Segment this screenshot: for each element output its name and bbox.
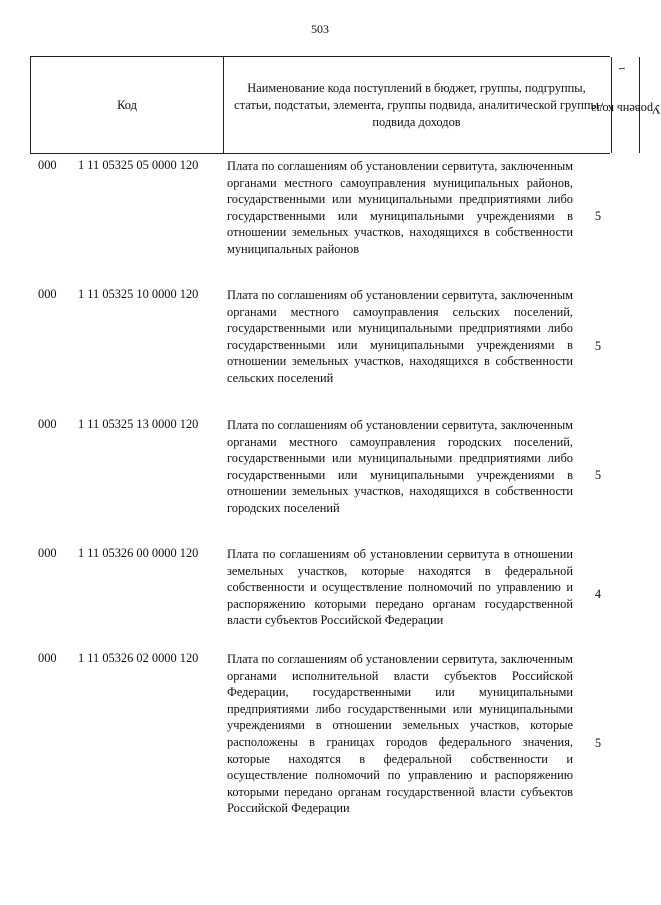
row-code: 1 11 05326 02 0000 120 <box>78 651 199 665</box>
header-name <box>222 57 611 153</box>
header-name-label: Наименование кода поступлений в бюджет, группы, подгруппы, статьи, подстатьи, элемента, группы подвида, аналитической группы подвида доходов <box>234 80 599 129</box>
row-prefix: 000 <box>38 651 57 665</box>
row-level: 5 <box>594 209 602 223</box>
row-prefix: 000 <box>38 417 57 431</box>
header-code <box>30 57 224 153</box>
header-level <box>591 57 661 153</box>
header-level-footnote: 1 <box>617 66 627 71</box>
row-name: Плата по соглашениям об установлении сервитута, заключенным органами местного самоуправления муниципальных районов, государственными или муниципальными предприятиями либо государственными или муниципальными учреждениями в отношении земельных участков, находящихся в собственности муниципальных районов <box>227 159 573 256</box>
row-name: Плата по соглашениям об установлении сервитута, заключенным органами исполнительной власти субъектов Российской Федерации, государственными или муниципальными предприятиями либо государственными или муниципальными учреждениями в отношении земельных участков, которые расположены в границах городов федерального значения, которые находятся в федеральной собственности и осуществление полномочий по управлению и распоряжению которыми передано органам государственной власти субъектов Российской Федерации <box>227 652 573 816</box>
row-name: Плата по соглашениям об установлении сервитута в отношении земельных участков, которые находятся в федеральной собственности и осуществление полномочий по управлению и распоряжению которыми передано органам государственной власти субъектов Российской Федерации <box>227 547 573 628</box>
row-level: 5 <box>594 736 602 750</box>
row-level: 5 <box>594 339 602 353</box>
row-code: 1 11 05325 05 0000 120 <box>78 158 199 172</box>
page-number: 503 <box>311 22 329 36</box>
row-code: 1 11 05325 13 0000 120 <box>78 417 199 431</box>
row-prefix: 000 <box>38 287 57 301</box>
row-prefix: 000 <box>38 546 57 560</box>
row-level: 5 <box>594 468 602 482</box>
row-name: Плата по соглашениям об установлении сервитута, заключенным органами местного самоуправления городских поселений, государственными или муниципальными предприятиями либо государственными или муниципальными учреждениями в отношении земельных участков, находящихся в собственности городских поселений <box>227 418 573 515</box>
header-level-wrap <box>591 66 661 144</box>
row-level: 4 <box>594 587 602 601</box>
row-prefix: 000 <box>38 158 57 172</box>
table-header <box>30 56 661 154</box>
row-code: 1 11 05326 00 0000 120 <box>78 546 199 560</box>
row-code: 1 11 05325 10 0000 120 <box>78 287 199 301</box>
row-name: Плата по соглашениям об установлении сервитута, заключенным органами местного самоуправления сельских поселений, государственными или муниципальными предприятиями либо государственными или муниципальными учреждениями в отношении земельных участков, находящихся в собственности сельских поселений <box>227 288 573 385</box>
header-code-label: Код <box>117 97 137 112</box>
header-level-label: Уровень кода <box>591 102 661 117</box>
